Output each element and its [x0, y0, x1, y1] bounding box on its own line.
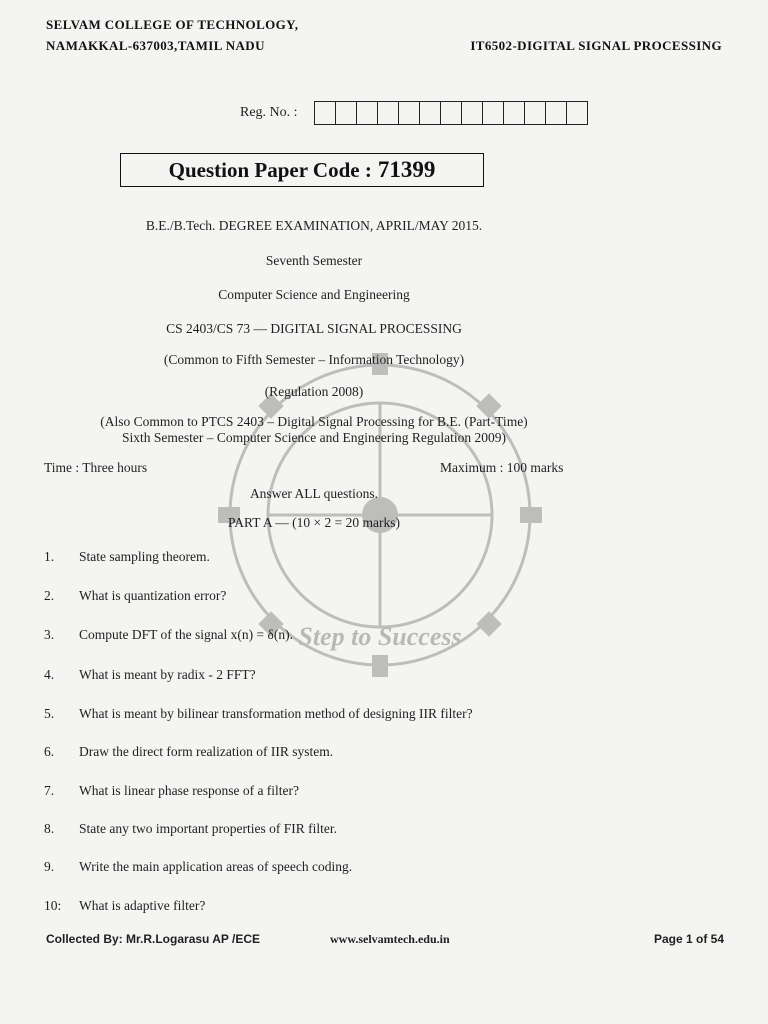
subject-code: IT6502-DIGITAL SIGNAL PROCESSING	[470, 38, 722, 53]
page-number: Page 1 of 54	[653, 932, 724, 946]
question-text: Compute DFT of the signal x(n) = δ(n).	[79, 627, 293, 642]
question-item	[44, 898, 205, 914]
question-item	[44, 549, 210, 565]
reg-no-digit-box[interactable]	[420, 102, 441, 124]
question-item	[44, 821, 337, 837]
question-item	[44, 783, 299, 799]
question-number: 10:	[44, 898, 62, 913]
question-item	[44, 667, 256, 683]
part-a-heading: PART A — (10 × 2 = 20 marks)	[228, 515, 400, 530]
question-text: State any two important properties of FIR filter.	[79, 821, 337, 836]
question-text: What is adaptive filter?	[79, 898, 206, 913]
paper-code-number: 71399	[377, 157, 436, 182]
max-marks: Maximum : 100 marks	[440, 460, 564, 475]
reg-no-digit-box[interactable]	[357, 102, 378, 124]
reg-no-digit-box[interactable]	[567, 102, 587, 124]
reg-no-digit-box[interactable]	[378, 102, 399, 124]
question-item	[44, 627, 293, 643]
reg-no-label: Reg. No. :	[240, 105, 298, 120]
reg-no-digit-box[interactable]	[504, 102, 525, 124]
question-text: State sampling theorem.	[79, 549, 210, 564]
question-paper-code-box	[120, 153, 484, 187]
question-number: 6.	[44, 744, 55, 759]
watermark-motto: Step to Success	[298, 622, 462, 651]
question-number: 4.	[44, 667, 55, 682]
question-number: 5.	[44, 706, 55, 721]
also-common-line-2: Sixth Semester – Computer Science and Engineering Regulation 2009)	[122, 430, 506, 445]
regulation-line: (Regulation 2008)	[264, 384, 364, 399]
reg-no-digit-box[interactable]	[546, 102, 567, 124]
website-link[interactable]: www.selvamtech.edu.in	[330, 932, 450, 946]
reg-no-digit-box[interactable]	[483, 102, 504, 124]
question-text: What is linear phase response of a filter?	[79, 783, 300, 798]
reg-no-digit-box[interactable]	[441, 102, 462, 124]
question-number: 8.	[44, 821, 55, 836]
question-text: What is meant by radix - 2 FFT?	[79, 667, 256, 682]
reg-no-digit-box[interactable]	[336, 102, 357, 124]
reg-no-digit-box[interactable]	[399, 102, 420, 124]
question-text: Write the main application areas of speech coding.	[79, 859, 353, 874]
question-item	[44, 859, 352, 875]
degree-line: B.E./B.Tech. DEGREE EXAMINATION, APRIL/MAY 2015.	[145, 218, 483, 233]
paper-code-label: Question Paper Code :	[168, 157, 372, 182]
question-number: 7.	[44, 783, 55, 798]
reg-no-digit-box[interactable]	[462, 102, 483, 124]
question-number: 3.	[44, 627, 55, 642]
college-address: NAMAKKAL-637003,TAMIL NADU	[46, 38, 265, 53]
college-name: SELVAM COLLEGE OF TECHNOLOGY,	[46, 17, 299, 32]
exam-duration: Time : Three hours	[44, 460, 148, 475]
question-number: 9.	[44, 859, 55, 874]
course-line: CS 2403/CS 73 — DIGITAL SIGNAL PROCESSING	[166, 321, 462, 336]
common-line: (Common to Fifth Semester – Information Technology)	[163, 352, 465, 367]
question-item	[44, 744, 333, 760]
question-text: What is quantization error?	[79, 588, 227, 603]
semester-line: Seventh Semester	[265, 253, 363, 268]
question-item	[44, 706, 473, 722]
reg-no-digit-box[interactable]	[315, 102, 336, 124]
reg-no-digit-box[interactable]	[525, 102, 546, 124]
instructions: Answer ALL questions.	[249, 486, 379, 501]
question-number: 2.	[44, 588, 55, 603]
collected-by: Collected By: Mr.R.Logarasu AP /ECE	[46, 932, 261, 946]
question-item	[44, 588, 226, 604]
question-text: Draw the direct form realization of IIR system.	[79, 744, 334, 759]
question-text: What is meant by bilinear transformation method of designing IIR filter?	[79, 706, 473, 721]
also-common-line-1: (Also Common to PTCS 2403 – Digital Signal Processing for B.E. (Part-Time)	[100, 414, 528, 429]
branch-line: Computer Science and Engineering	[218, 287, 410, 302]
question-number: 1.	[44, 549, 55, 564]
reg-no-boxes	[314, 101, 588, 125]
